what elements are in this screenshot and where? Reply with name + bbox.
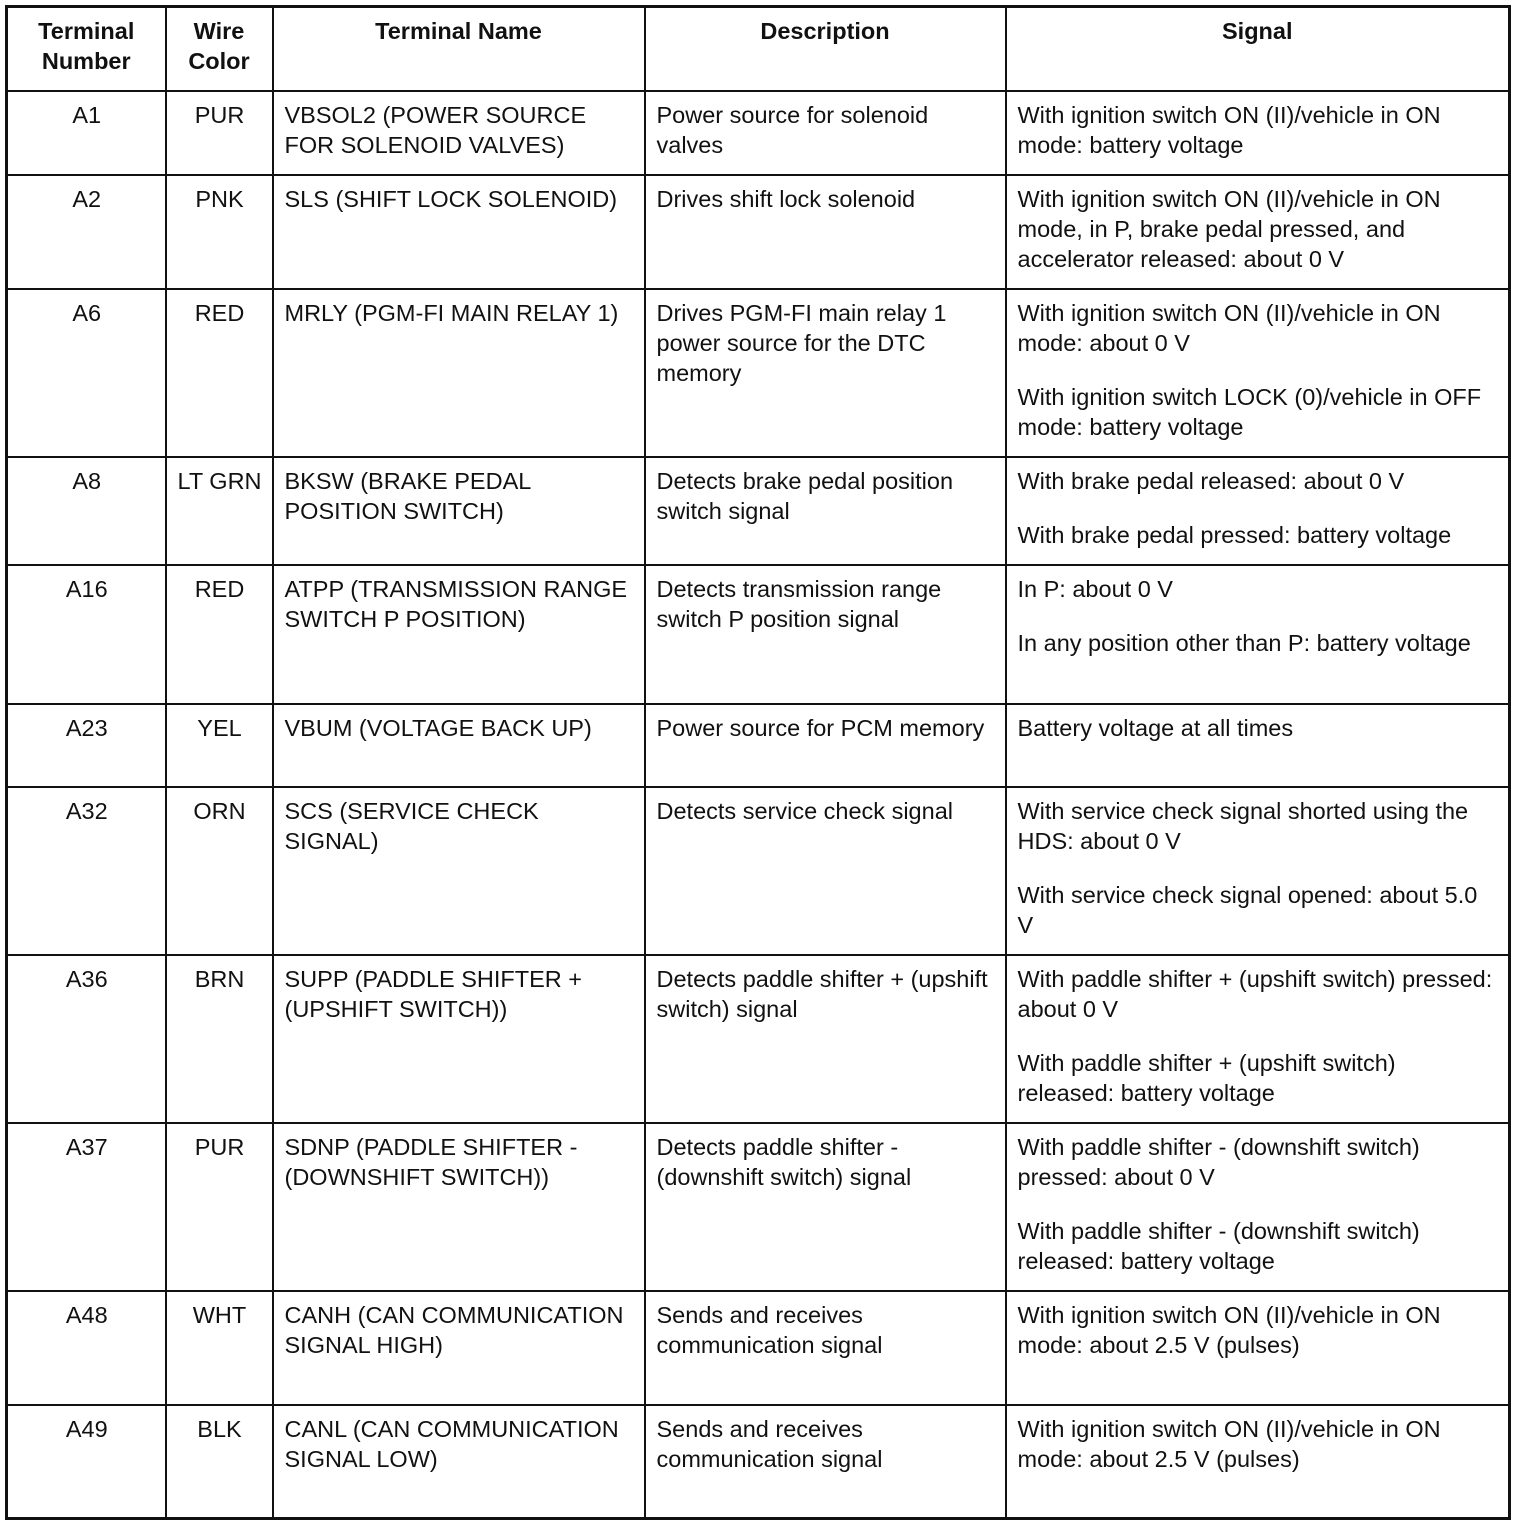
table-row [7, 1291, 1510, 1405]
signal-cell [1006, 565, 1510, 704]
signal-cell [1006, 1291, 1510, 1405]
terminal-number-cell: A16 [7, 565, 166, 704]
wire-color-cell: BLK [166, 1405, 273, 1519]
terminal-name-cell: VBUM (VOLTAGE BACK UP) [273, 704, 645, 787]
terminal-number-cell: A23 [7, 704, 166, 787]
terminal-table [5, 5, 1511, 1520]
signal-condition: With paddle shifter - (downshift switch) released: battery voltage [1017, 1217, 1420, 1274]
header-terminal-number-label: Terminal Number [38, 18, 135, 74]
terminal-number-cell: A1 [7, 91, 166, 175]
description-cell: Detects brake pedal position switch signal [645, 457, 1006, 565]
terminal-name-cell: VBSOL2 (POWER SOURCE FOR SOLENOID VALVES) [273, 91, 645, 175]
description-cell: Detects paddle shifter + (upshift switch) signal [645, 955, 1006, 1123]
signal-cell [1006, 175, 1510, 289]
description-cell: Detects service check signal [645, 787, 1006, 955]
table-row [7, 289, 1510, 457]
table-row [7, 704, 1510, 787]
description-cell: Sends and receives communication signal [645, 1405, 1006, 1519]
terminal-name-cell: SLS (SHIFT LOCK SOLENOID) [273, 175, 645, 289]
description-cell: Power source for PCM memory [645, 704, 1006, 787]
description-cell: Drives shift lock solenoid [645, 175, 1006, 289]
signal-cell [1006, 955, 1510, 1123]
header-wire-color [166, 7, 273, 91]
table-row [7, 1123, 1510, 1291]
table-row [7, 175, 1510, 289]
terminal-number-cell: A8 [7, 457, 166, 565]
description-cell: Detects paddle shifter - (downshift switch) signal [645, 1123, 1006, 1291]
signal-condition: With paddle shifter + (upshift switch) pressed: about 0 V [1017, 965, 1493, 1022]
signal-condition: With ignition switch LOCK (0)/vehicle in OFF mode: battery voltage [1017, 383, 1482, 440]
terminal-name-cell: BKSW (BRAKE PEDAL POSITION SWITCH) [273, 457, 645, 565]
terminal-number-cell: A48 [7, 1291, 166, 1405]
signal-condition: Battery voltage at all times [1017, 714, 1294, 741]
signal-condition: With ignition switch ON (II)/vehicle in ON mode: battery voltage [1017, 101, 1441, 158]
header-wire-color-label: Wire Color [188, 18, 250, 74]
table-header [7, 7, 1510, 91]
terminal-number-cell: A2 [7, 175, 166, 289]
table-row [7, 457, 1510, 565]
signal-cell [1006, 457, 1510, 565]
wire-color-cell: YEL [166, 704, 273, 787]
signal-condition: With service check signal opened: about 5.0 V [1017, 881, 1478, 938]
signal-cell [1006, 1405, 1510, 1519]
signal-condition: With ignition switch ON (II)/vehicle in ON mode: about 2.5 V (pulses) [1017, 1301, 1441, 1358]
signal-cell [1006, 91, 1510, 175]
table-row [7, 955, 1510, 1123]
signal-condition: With ignition switch ON (II)/vehicle in ON mode: about 2.5 V (pulses) [1017, 1415, 1441, 1472]
table-row [7, 565, 1510, 704]
description-cell: Detects transmission range switch P position signal [645, 565, 1006, 704]
header-signal [1006, 7, 1510, 91]
terminal-number-cell: A32 [7, 787, 166, 955]
terminal-number-cell: A37 [7, 1123, 166, 1291]
signal-cell [1006, 1123, 1510, 1291]
terminal-name-cell: SCS (SERVICE CHECK SIGNAL) [273, 787, 645, 955]
table-row [7, 787, 1510, 955]
signal-cell [1006, 289, 1510, 457]
terminal-name-cell: SUPP (PADDLE SHIFTER + (UPSHIFT SWITCH)) [273, 955, 645, 1123]
terminal-number-cell: A49 [7, 1405, 166, 1519]
signal-condition: With paddle shifter - (downshift switch) pressed: about 0 V [1017, 1133, 1420, 1190]
signal-condition: With paddle shifter + (upshift switch) released: battery voltage [1017, 1049, 1396, 1106]
wire-color-cell: ORN [166, 787, 273, 955]
signal-condition: With ignition switch ON (II)/vehicle in ON mode, in P, brake pedal pressed, and accelerator released: about 0 V [1017, 185, 1441, 272]
wire-color-cell: LT GRN [166, 457, 273, 565]
header-terminal-name-label: Terminal Name [375, 18, 542, 44]
signal-condition: With ignition switch ON (II)/vehicle in ON mode: about 0 V [1017, 299, 1441, 356]
terminal-name-cell: MRLY (PGM-FI MAIN RELAY 1) [273, 289, 645, 457]
wire-color-cell: PUR [166, 1123, 273, 1291]
table-row [7, 1405, 1510, 1519]
description-cell: Sends and receives communication signal [645, 1291, 1006, 1405]
signal-cell [1006, 787, 1510, 955]
description-cell: Drives PGM-FI main relay 1 power source for the DTC memory [645, 289, 1006, 457]
terminal-number-cell: A6 [7, 289, 166, 457]
header-description-label: Description [760, 18, 890, 44]
table-row [7, 91, 1510, 175]
wire-color-cell: PNK [166, 175, 273, 289]
wire-color-cell: PUR [166, 91, 273, 175]
signal-condition: With brake pedal released: about 0 V [1017, 467, 1405, 494]
terminal-name-cell: CANH (CAN COMMUNICATION SIGNAL HIGH) [273, 1291, 645, 1405]
terminal-number-cell: A36 [7, 955, 166, 1123]
wire-color-cell: BRN [166, 955, 273, 1123]
signal-cell [1006, 704, 1510, 787]
terminal-name-cell: ATPP (TRANSMISSION RANGE SWITCH P POSITION) [273, 565, 645, 704]
header-terminal-name [273, 7, 645, 91]
header-signal-label: Signal [1221, 18, 1293, 44]
wire-color-cell: WHT [166, 1291, 273, 1405]
wire-color-cell: RED [166, 565, 273, 704]
table-body [7, 91, 1510, 1519]
terminal-name-cell: CANL (CAN COMMUNICATION SIGNAL LOW) [273, 1405, 645, 1519]
terminal-name-cell: SDNP (PADDLE SHIFTER - (DOWNSHIFT SWITCH)) [273, 1123, 645, 1291]
header-description [645, 7, 1006, 91]
signal-condition: With service check signal shorted using the HDS: about 0 V [1017, 797, 1469, 854]
wire-color-cell: RED [166, 289, 273, 457]
description-cell: Power source for solenoid valves [645, 91, 1006, 175]
header-terminal-number [7, 7, 166, 91]
signal-condition: In any position other than P: battery voltage [1017, 629, 1471, 656]
signal-condition: With brake pedal pressed: battery voltage [1017, 521, 1452, 548]
signal-condition: In P: about 0 V [1017, 575, 1173, 602]
